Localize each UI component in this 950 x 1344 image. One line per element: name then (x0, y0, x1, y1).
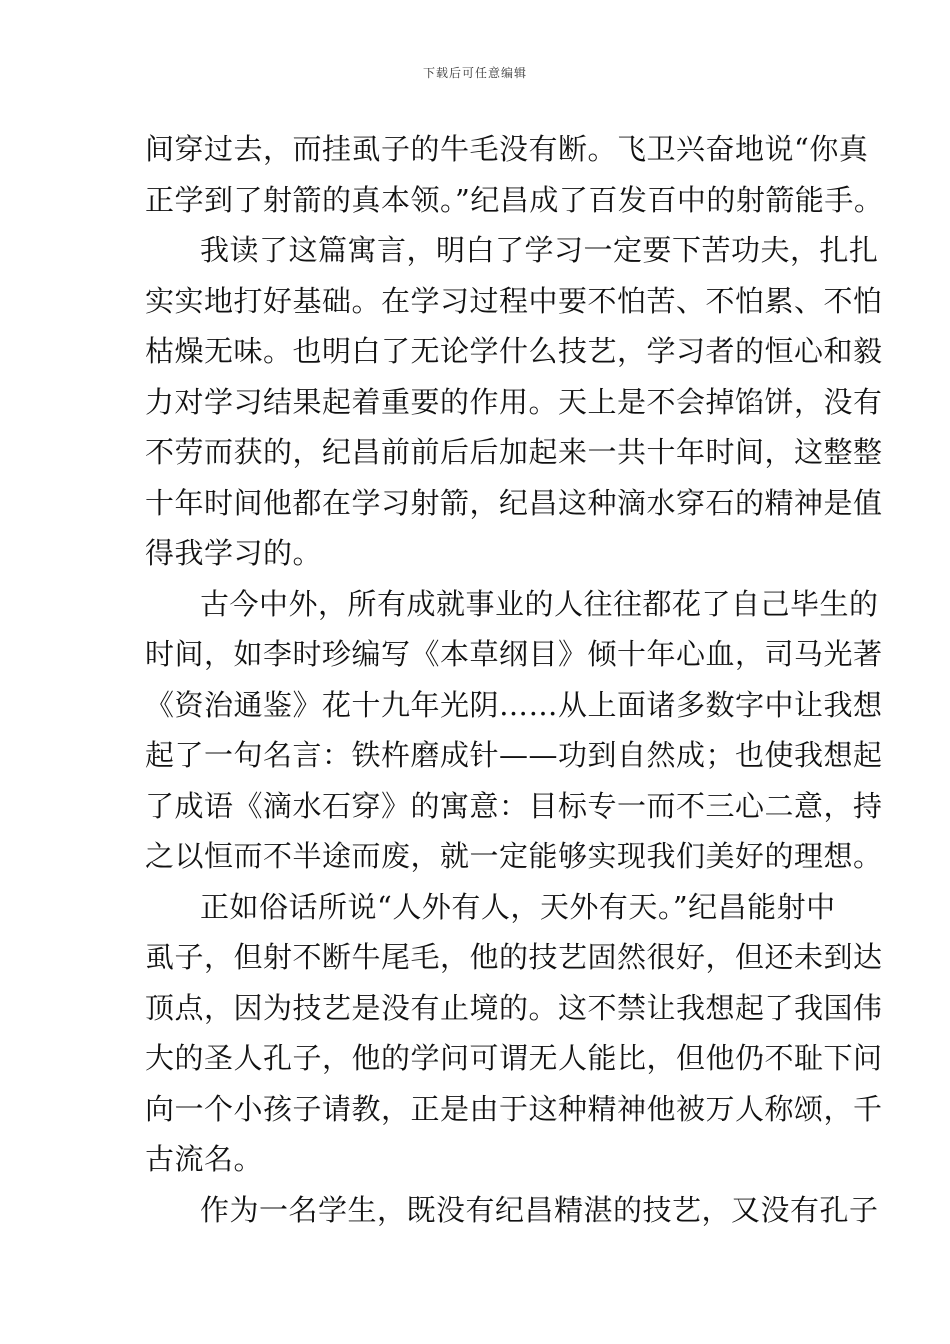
text-line: 正学到了射箭的真本领。”纪昌成了百发百中的射箭能手。 (145, 182, 884, 217)
text-line: 间穿过去，而挂虱子的牛毛没有断。飞卫兴奋地说“你真 (145, 132, 869, 166)
paragraph (145, 1185, 879, 1236)
text-line: 得我学习的。 (145, 536, 323, 570)
text-line: 之以恒而不半途而废，就一定能够实现我们美好的理想。 (145, 839, 883, 873)
text-line: 大的圣人孔子，他的学问可谓无人能比，但他仍不耻下问 (145, 1041, 883, 1075)
document-body (145, 124, 884, 1235)
text-line: 起了一句名言：铁杵磨成针——功到自然成；也使我想起 (145, 738, 883, 772)
text-line: 不劳而获的，纪昌前前后后加起来一共十年时间，这整整 (145, 435, 883, 469)
text-line: 十年时间他都在学习射箭，纪昌这种滴水穿石的精神是值 (145, 485, 883, 520)
text-line: 古今中外，所有成就事业的人往往都花了自己毕生的 (200, 586, 879, 621)
page-header: 下载后可任意编辑 (422, 66, 527, 80)
paragraph (145, 882, 883, 1185)
paragraph (145, 225, 883, 579)
text-line: 枯燥无味。也明白了无论学什么技艺，学习者的恒心和毅 (145, 334, 883, 368)
text-line: 时间，如李时珍编写《本草纲目》倾十年心血，司马光著 (145, 637, 883, 671)
paragraph (145, 124, 884, 225)
paragraph (145, 579, 883, 882)
text-line: 虱子，但射不断牛尾毛，他的技艺固然很好，但还未到达 (145, 940, 883, 974)
text-line: 古流名。 (145, 1142, 264, 1176)
text-line: 向一个小孩子请教，正是由于这种精神他被万人称颂，千 (145, 1091, 883, 1126)
text-line: 实实地打好基础。在学习过程中要不怕苦、不怕累、不怕 (145, 283, 883, 318)
text-line: 《资治通鉴》花十九年光阴……从上面诸多数字中让我想 (145, 687, 883, 722)
text-line: 了成语《滴水石穿》的寓意：目标专一而不三心二意，持 (145, 788, 883, 823)
text-line: 作为一名学生，既没有纪昌精湛的技艺，又没有孔子 (200, 1192, 879, 1227)
text-line: 顶点，因为技艺是没有止境的。这不禁让我想起了我国伟 (145, 990, 883, 1025)
text-line: 正如俗话所说“人外有人，天外有天。”纪昌能射中 (200, 889, 836, 924)
text-line: 力对学习结果起着重要的作用。天上是不会掉馅饼，没有 (145, 384, 883, 419)
text-line: 我读了这篇寓言，明白了学习一定要下苦功夫，扎扎 (200, 233, 879, 267)
